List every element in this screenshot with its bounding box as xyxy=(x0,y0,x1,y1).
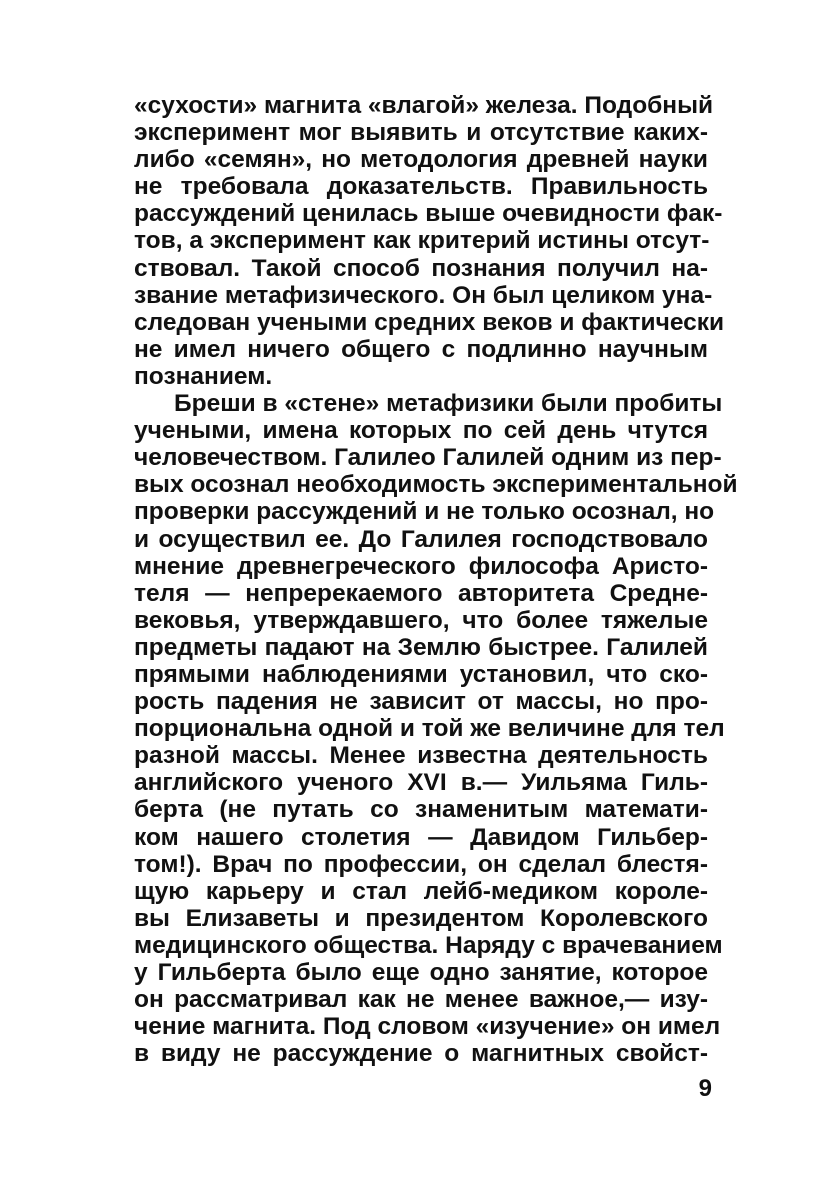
text-line: прямыми наблюдениями установил, что ско- xyxy=(134,660,708,688)
text-line: звание метафизического. Он был целиком уна- xyxy=(134,281,713,309)
text-line: «сухости» магнита «влагой» железа. Подобный xyxy=(134,92,714,119)
text-line: рассуждений ценилась выше очевидности фак- xyxy=(134,200,723,228)
text-line: мнение древнегреческого философа Аристо- xyxy=(134,552,708,580)
text-line: эксперимент мог выявить и отсутствие каких- xyxy=(134,119,708,147)
text-line: не имел ничего общего с подлинно научным xyxy=(134,335,708,363)
text-line: человечеством. Галилео Галилей одним из пер- xyxy=(134,444,722,472)
text-line: чение магнита. Под словом «изучение» он имел xyxy=(134,1013,721,1041)
text-line: медицинского общества. Наряду с врачеванием xyxy=(134,931,723,959)
text-line: проверки рассуждений и не только осознал, но xyxy=(134,498,715,526)
text-line: либо «семян», но методология древней науки xyxy=(134,146,708,174)
text-line: том!). Врач по профессии, он сделал блестя- xyxy=(134,850,708,878)
text-line: следован учеными средних веков и фактически xyxy=(134,308,725,336)
text-line: предметы падают на Землю быстрее. Галилей xyxy=(134,633,708,661)
text-line: ком нашего столетия — Давидом Гильбер- xyxy=(134,823,708,851)
paragraph-2 xyxy=(134,390,738,1068)
text-line: у Гильберта было еще одно занятие, которое xyxy=(134,959,708,986)
text-line: и осуществил ее. До Галилея господствовало xyxy=(134,525,708,553)
text-line: ствовал. Такой способ познания получил на- xyxy=(134,254,708,282)
text-line: щую карьеру и стал лейб-медиком короле- xyxy=(134,877,708,905)
text-line: вековья, утверждавшего, что более тяжелые xyxy=(134,606,708,634)
text-line: рость падения не зависит от массы, но про- xyxy=(134,688,708,716)
text-line: берта (не путать со знаменитым математи- xyxy=(134,796,708,824)
text-line: теля — непререкаемого авторитета Средне- xyxy=(134,579,708,607)
text-line: порциональна одной и той же величине для тел xyxy=(134,715,725,743)
body-text xyxy=(134,92,738,1068)
text-line: вых осознал необходимость экспериментальной xyxy=(134,471,738,499)
paragraph-1 xyxy=(134,92,725,390)
text-line: в виду не рассуждение о магнитных свойст- xyxy=(134,1040,708,1068)
text-line: учеными, имена которых по сей день чтутся xyxy=(134,417,708,445)
text-line: вы Елизаветы и президентом Королевского xyxy=(134,904,708,932)
text-line: разной массы. Менее известна деятельность xyxy=(134,742,708,770)
text-line: Бреши в «стене» метафизики были пробиты xyxy=(174,390,723,418)
text-line: он рассматривал как не менее важное,— изу- xyxy=(134,986,708,1014)
text-line: познанием. xyxy=(134,362,273,390)
text-line: английского ученого XVI в.— Уильяма Гиль- xyxy=(134,769,708,797)
page-number: 9 xyxy=(698,1075,712,1102)
text-line: не требовала доказательств. Правильность xyxy=(134,173,708,201)
text-line: тов, а эксперимент как критерий истины отсут- xyxy=(134,227,710,255)
